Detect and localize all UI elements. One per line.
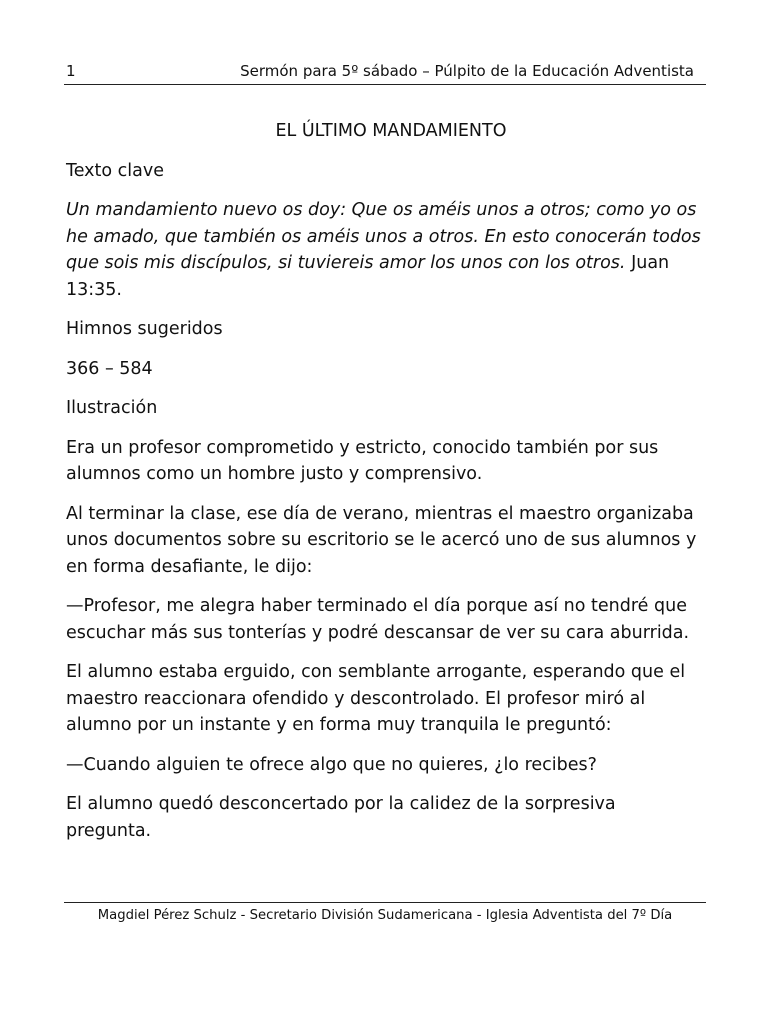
body-paragraph: —Profesor, me alegra haber terminado el día porque así no tendré que escuchar más sus tonterías y podré descansar de ver su cara aburrida. bbox=[66, 596, 690, 643]
key-text-label: Texto clave bbox=[66, 160, 164, 181]
hymns-label: Himnos sugeridos bbox=[66, 319, 223, 339]
footer-text: Magdiel Pérez Schulz - Secretario División Sudamericana - Iglesia Adventista del 7º Día bbox=[97, 908, 673, 923]
document-body bbox=[66, 118, 706, 857]
key-text-reference: Juan 13:35. bbox=[66, 253, 670, 300]
body-paragraph: El alumno quedó desconcertado por la calidez de la sorpresiva pregunta. bbox=[66, 794, 616, 841]
key-text-paragraph bbox=[66, 197, 706, 303]
running-title: Sermón para 5º sábado – Púlpito de la Educación Adventista bbox=[240, 62, 694, 80]
body-paragraph: Al terminar la clase, ese día de verano, mientras el maestro organizaba unos documentos sobre su escritorio se le acercó uno de sus alumnos y en forma desafiante, le dijo: bbox=[66, 503, 697, 577]
body-paragraph: El alumno estaba erguido, con semblante arrogante, esperando que el maestro reaccionara ofendido y descontrolado. El profesor miró al alumno por un instante y en forma muy tranquila le preguntó: bbox=[66, 662, 686, 735]
page-footer bbox=[64, 902, 706, 923]
body-paragraph: Era un profesor comprometido y estricto, conocido también por sus alumnos como un hombre justo y comprensivo. bbox=[66, 437, 659, 484]
page-header bbox=[64, 60, 706, 85]
document-title: EL ÚLTIMO MANDAMIENTO bbox=[275, 121, 507, 141]
illustration-label: Ilustración bbox=[66, 398, 158, 418]
key-text-quote: Un mandamiento nuevo os doy: Que os améis unos a otros; como yo os he amado, que también os améis unos a otros. En esto conocerán todos que sois mis discípulos, si tuviereis amor los unos con los otros. bbox=[66, 200, 701, 273]
hymns-value: 366 – 584 bbox=[66, 358, 153, 379]
page-number: 1 bbox=[66, 62, 76, 80]
body-paragraph: —Cuando alguien te ofrece algo que no quieres, ¿lo recibes? bbox=[66, 754, 597, 775]
